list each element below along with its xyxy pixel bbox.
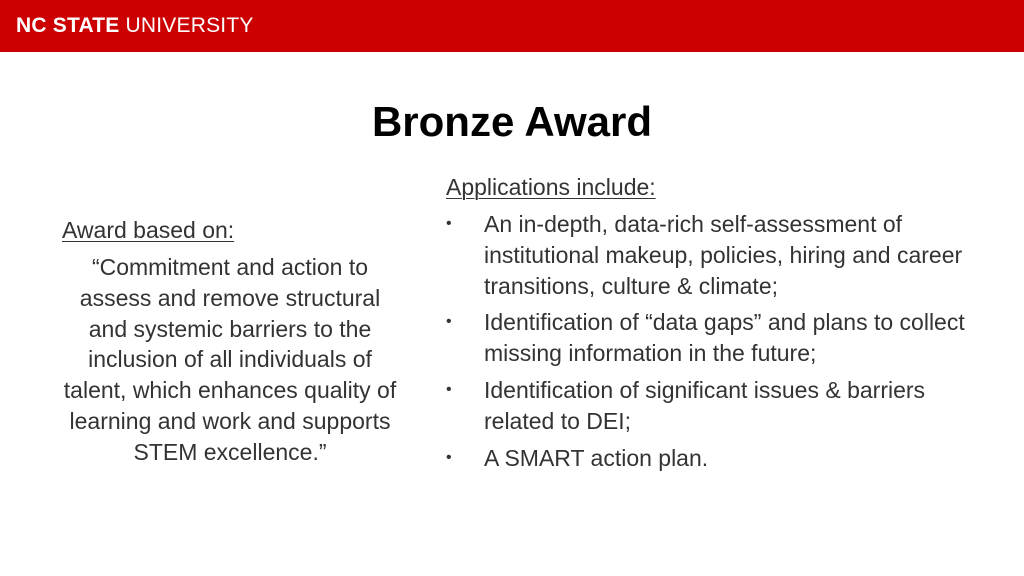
- list-item: [446, 443, 986, 474]
- list-item-text: An in-depth, data-rich self-assessment of institutional makeup, policies, hiring and career transitions, culture & climate;: [484, 211, 963, 299]
- header-bar: [0, 0, 1024, 52]
- logo-wordmark-regular: UNIVERSITY: [125, 14, 254, 37]
- list-item: [446, 307, 986, 369]
- bullet-icon: •: [446, 215, 452, 232]
- list-item: [446, 209, 986, 301]
- award-based-on-heading: Award based on:: [62, 217, 235, 243]
- applications-section: [446, 172, 986, 479]
- list-item-text: A SMART action plan.: [484, 444, 709, 471]
- list-item-text: Identification of significant issues & barriers related to DEI;: [484, 376, 926, 434]
- list-item-text: Identification of “data gaps” and plans to collect missing information in the future;: [484, 309, 965, 367]
- slide-title: Bronze Award: [371, 98, 653, 145]
- bullet-icon: •: [446, 448, 452, 466]
- list-item: [446, 375, 986, 437]
- bullet-icon: •: [446, 313, 452, 331]
- logo-wordmark-bold: NC STATE: [16, 14, 120, 37]
- nc-state-logo: [16, 14, 254, 38]
- award-criteria-section: [62, 215, 398, 468]
- applications-list: [446, 209, 986, 473]
- applications-heading: Applications include:: [446, 174, 656, 200]
- award-quote: “Commitment and action to assess and remove structural and systemic barriers to the inclusion of all individuals of talent, which enhances quality of learning and work and supports STEM excellence.”: [63, 254, 397, 465]
- bullet-icon: •: [446, 380, 452, 398]
